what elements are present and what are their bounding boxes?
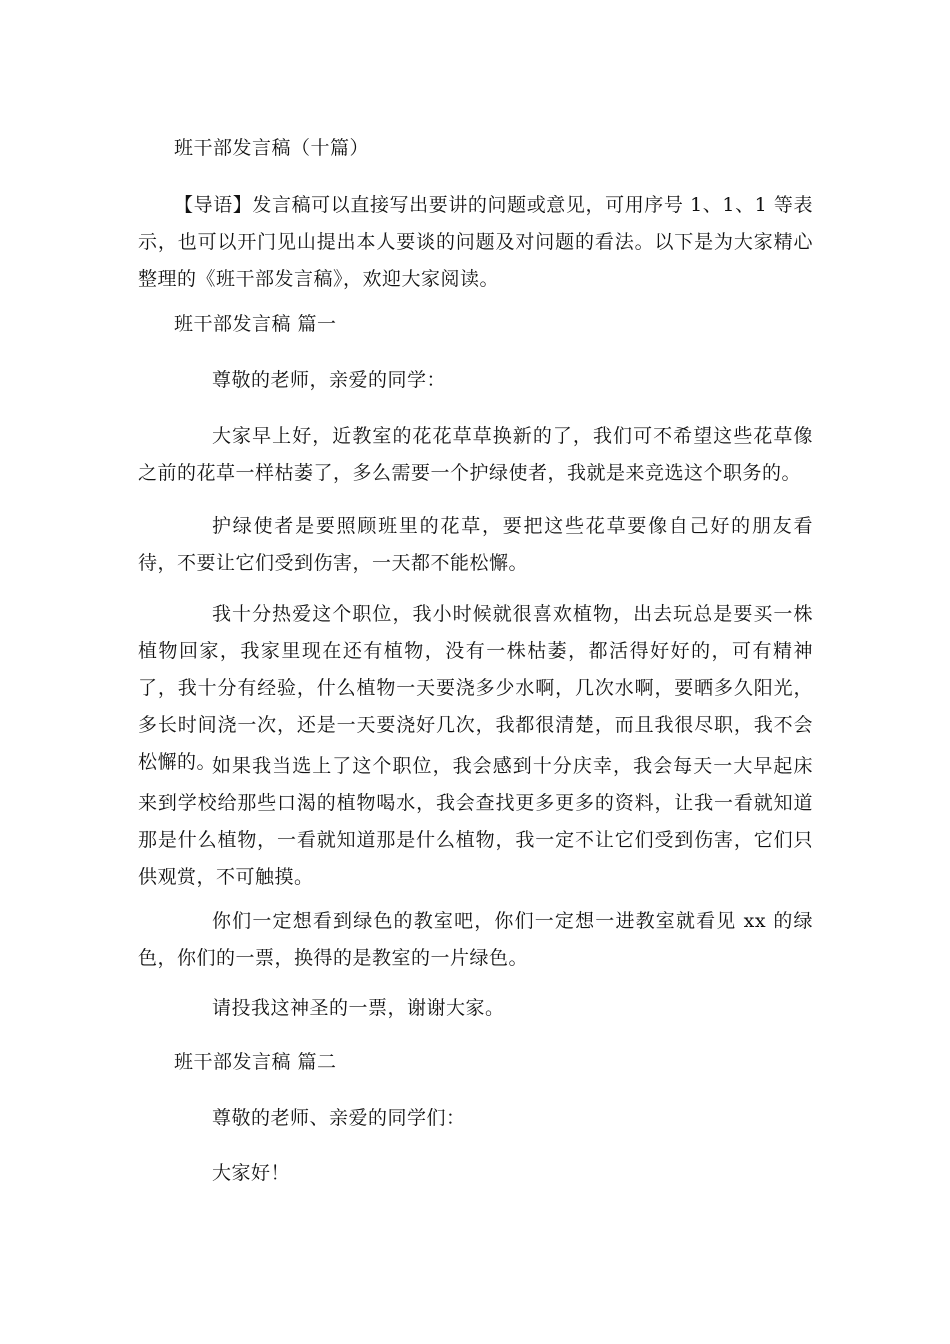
intro-paragraph: 【导语】发言稿可以直接写出要讲的问题或意见，可用序号 1、1、1 等表示，也可以开门见山提出本人要谈的问题及对问题的看法。以下是为大家精心整理的《班干部发言稿》，欢迎大家阅读。 [138, 194, 813, 290]
section-heading-1: 班干部发言稿 篇一 [174, 313, 337, 335]
document-title: 班干部发言稿（十篇） [174, 137, 370, 159]
section-2-opening: 大家好！ [212, 1162, 291, 1184]
section-1-greeting: 尊敬的老师，亲爱的同学： [212, 369, 447, 391]
section-1-paragraph: 我十分热爱这个职位，我小时候就很喜欢植物，出去玩总是要买一株植物回家，我家里现在还有植物，没有一株枯萎，都活得好好的，可有精神了，我十分有经验，什么植物一天要浇多少水啊，几次水啊，要晒多久阳光，多长时间浇一次，还是一天要浇好几次，我都很清楚，而且我很尽职，我不会松懈的。 [138, 603, 813, 773]
section-2-greeting: 尊敬的老师、亲爱的同学们： [212, 1107, 466, 1129]
section-1-closing: 请投我这神圣的一票，谢谢大家。 [212, 997, 505, 1019]
section-1-paragraph: 大家早上好，近教室的花花草草换新的了，我们可不希望这些花草像之前的花草一样枯萎了，多么需要一个护绿使者，我就是来竞选这个职务的。 [138, 425, 813, 484]
section-heading-2: 班干部发言稿 篇二 [174, 1051, 337, 1073]
section-1-paragraph: 你们一定想看到绿色的教室吧，你们一定想一进教室就看见 xx 的绿色，你们的一票，换得的是教室的一片绿色。 [138, 910, 813, 969]
section-1-paragraph: 如果我当选上了这个职位，我会感到十分庆幸，我会每天一大早起床来到学校给那些口渴的植物喝水，我会查找更多更多的资料，让我一看就知道那是什么植物，一看就知道那是什么植物，我一定不让它们受到伤害，它们只供观赏，不可触摸。 [138, 755, 813, 888]
section-1-paragraph: 护绿使者是要照顾班里的花草，要把这些花草要像自己好的朋友看待，不要让它们受到伤害，一天都不能松懈。 [138, 515, 813, 574]
